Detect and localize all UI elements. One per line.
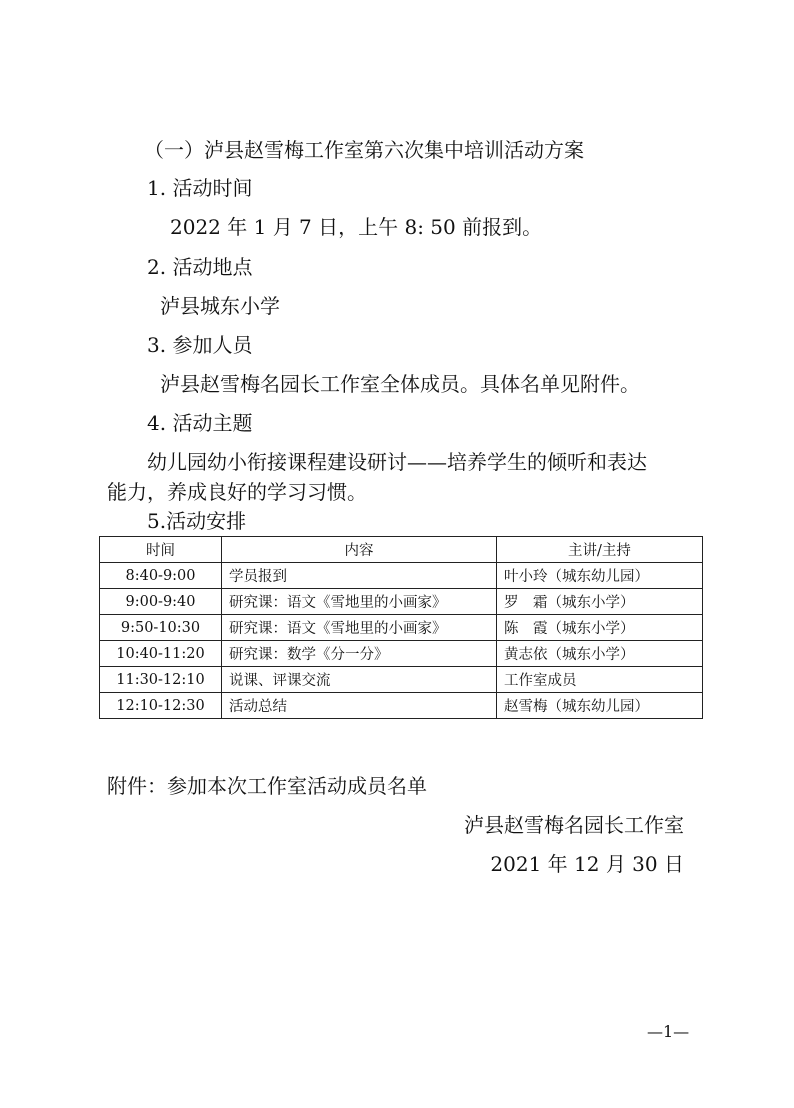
cell-host: 工作室成员 — [497, 667, 703, 693]
cell-content: 研究课：数学《分一分》 — [222, 641, 497, 667]
item-heading-theme: 4. 活动主题 — [147, 411, 253, 435]
cell-time: 12:10-12:30 — [100, 693, 222, 719]
table-row — [100, 563, 703, 589]
table-row — [100, 693, 703, 719]
cell-content: 活动总结 — [222, 693, 497, 719]
item-text-time: 2022 年 1 月 7 日，上午 8: 50 前报到。 — [170, 215, 543, 239]
signature: 泸县赵雪梅名园长工作室 — [464, 813, 684, 837]
cell-time: 9:50-10:30 — [100, 615, 222, 641]
item-heading-participants: 3. 参加人员 — [147, 333, 253, 357]
cell-time: 11:30-12:10 — [100, 667, 222, 693]
cell-host: 陈 霞（城东小学） — [497, 615, 703, 641]
table-row — [100, 667, 703, 693]
header-time: 时间 — [100, 537, 222, 563]
cell-host: 叶小玲（城东幼儿园） — [497, 563, 703, 589]
header-host: 主讲/主持 — [497, 537, 703, 563]
item-heading-location: 2. 活动地点 — [147, 255, 253, 279]
cell-host: 罗 霜（城东小学） — [497, 589, 703, 615]
cell-content: 研究课：语文《雪地里的小画家》 — [222, 589, 497, 615]
cell-host: 赵雪梅（城东幼儿园） — [497, 693, 703, 719]
item-heading-schedule: 5.活动安排 — [147, 509, 247, 533]
item-text-participants: 泸县赵雪梅名园长工作室全体成员。具体名单见附件。 — [160, 372, 640, 396]
schedule-table — [99, 536, 703, 719]
cell-host: 黄志依（城东小学） — [497, 641, 703, 667]
section-title: （一）泸县赵雪梅工作室第六次集中培训活动方案 — [144, 138, 584, 162]
item-text-location: 泸县城东小学 — [160, 294, 280, 318]
date: 2021 年 12 月 30 日 — [490, 852, 684, 876]
item-heading-time: 1. 活动时间 — [147, 176, 253, 200]
item-text-theme-line2: 能力，养成良好的学习习惯。 — [107, 480, 367, 504]
table-header-row — [100, 537, 703, 563]
cell-time: 8:40-9:00 — [100, 563, 222, 589]
cell-content: 研究课：语文《雪地里的小画家》 — [222, 615, 497, 641]
cell-content: 说课、评课交流 — [222, 667, 497, 693]
item-text-theme-line1: 幼儿园幼小衔接课程建设研讨——培养学生的倾听和表达 — [147, 450, 647, 474]
page-number: —1— — [647, 1022, 690, 1041]
cell-time: 10:40-11:20 — [100, 641, 222, 667]
table-row — [100, 615, 703, 641]
attachment-note: 附件：参加本次工作室活动成员名单 — [107, 774, 427, 798]
table-row — [100, 589, 703, 615]
cell-time: 9:00-9:40 — [100, 589, 222, 615]
cell-content: 学员报到 — [222, 563, 497, 589]
header-content: 内容 — [222, 537, 497, 563]
table-row — [100, 641, 703, 667]
